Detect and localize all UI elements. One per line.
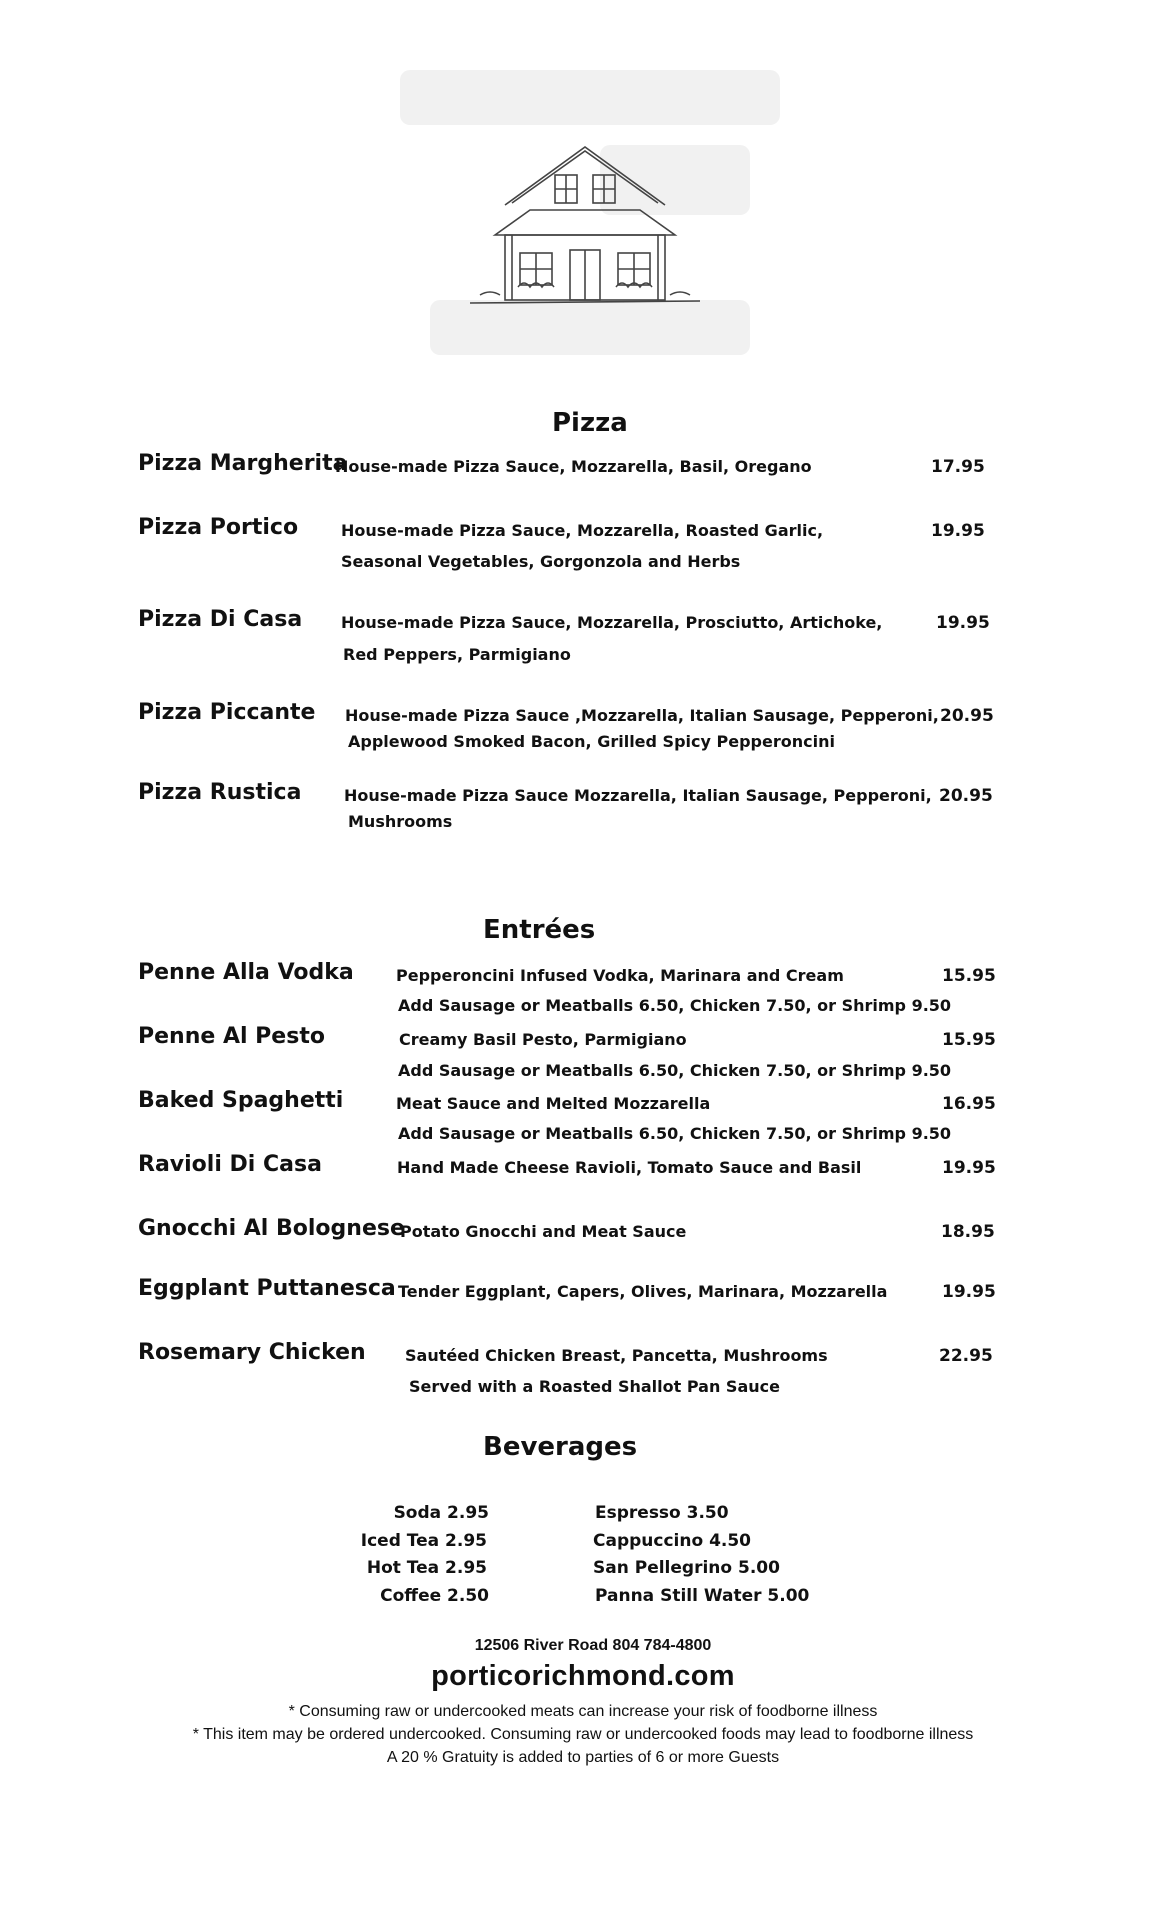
item-description-line2: Served with a Roasted Shallot Pan Sauce — [409, 1377, 780, 1396]
item-description: House-made Pizza Sauce, Mozzarella, Roasted Garlic, — [341, 521, 824, 540]
item-price: 15.95 — [942, 966, 996, 986]
address-phone: 12506 River Road 804 784-4800 — [474, 1637, 712, 1654]
item-price: 16.95 — [942, 1094, 996, 1114]
beverage-item: Soda 2.95 — [393, 1503, 489, 1523]
item-description: House-made Pizza Sauce Mozzarella, Italian Sausage, Pepperoni, — [344, 786, 932, 805]
item-price: 19.95 — [942, 1282, 996, 1302]
item-name: Penne Alla Vodka — [138, 960, 354, 985]
beverage-item: San Pellegrino 5.00 — [593, 1558, 780, 1578]
item-price: 19.95 — [936, 613, 990, 633]
item-description: Pepperoncini Infused Vodka, Marinara and Cream — [396, 966, 844, 985]
item-name: Rosemary Chicken — [138, 1340, 366, 1365]
item-name: Pizza Margherita — [138, 451, 348, 476]
item-description-line2: Mushrooms — [348, 812, 453, 831]
item-description-line2: Red Peppers, Parmigiano — [343, 645, 571, 664]
item-price: 20.95 — [940, 706, 994, 726]
beverage-item: Espresso 3.50 — [595, 1503, 729, 1523]
item-name: Penne Al Pesto — [138, 1024, 325, 1049]
beverage-item: Cappuccino 4.50 — [593, 1531, 752, 1551]
beverage-item: Coffee 2.50 — [380, 1586, 489, 1606]
item-description: Hand Made Cheese Ravioli, Tomato Sauce and Basil — [397, 1158, 862, 1177]
house-sketch-icon — [400, 65, 780, 365]
pizza-section-title: Pizza — [552, 408, 628, 438]
beverage-item: Iced Tea 2.95 — [360, 1531, 487, 1551]
item-price: 15.95 — [942, 1030, 996, 1050]
item-price: 17.95 — [931, 457, 985, 477]
item-name: Pizza Portico — [138, 515, 299, 540]
item-addons: Add Sausage or Meatballs 6.50, Chicken 7.50, or Shrimp 9.50 — [398, 1124, 952, 1143]
item-description: House-made Pizza Sauce ,Mozzarella, Italian Sausage, Pepperoni, — [345, 706, 939, 725]
beverage-item: Hot Tea 2.95 — [366, 1558, 487, 1578]
food-safety-notice: * Consuming raw or undercooked meats can increase your risk of foodborne illness — [288, 1703, 878, 1720]
item-description: Potato Gnocchi and Meat Sauce — [400, 1222, 687, 1241]
item-addons: Add Sausage or Meatballs 6.50, Chicken 7.50, or Shrimp 9.50 — [398, 1061, 952, 1080]
entrees-section-title: Entrées — [483, 915, 596, 945]
item-description: Tender Eggplant, Capers, Olives, Marinara, Mozzarella — [398, 1282, 888, 1301]
item-description-line2: Seasonal Vegetables, Gorgonzola and Herbs — [341, 552, 741, 571]
item-description: Sautéed Chicken Breast, Pancetta, Mushrooms — [405, 1346, 828, 1365]
beverage-item: Panna Still Water 5.00 — [595, 1586, 810, 1606]
undercooked-notice: * This item may be ordered undercooked. Consuming raw or undercooked foods may lead to foodborne illness — [192, 1726, 974, 1743]
item-price: 19.95 — [942, 1158, 996, 1178]
item-addons: Add Sausage or Meatballs 6.50, Chicken 7.50, or Shrimp 9.50 — [398, 996, 952, 1015]
item-name: Baked Spaghetti — [138, 1088, 344, 1113]
item-name: Pizza Di Casa — [138, 607, 303, 632]
beverages-section-title: Beverages — [483, 1432, 638, 1462]
item-name: Eggplant Puttanesca — [138, 1276, 396, 1301]
item-name: Pizza Rustica — [138, 780, 302, 805]
item-description: Meat Sauce and Melted Mozzarella — [396, 1094, 711, 1113]
item-description: House-made Pizza Sauce, Mozzarella, Prosciutto, Artichoke, — [341, 613, 883, 632]
website-link[interactable]: porticorichmond.com — [431, 1660, 735, 1692]
item-description: Creamy Basil Pesto, Parmigiano — [399, 1030, 687, 1049]
item-price: 20.95 — [939, 786, 993, 806]
item-description: House-made Pizza Sauce, Mozzarella, Basil, Oregano — [335, 457, 812, 476]
item-price: 22.95 — [939, 1346, 993, 1366]
item-price: 19.95 — [931, 521, 985, 541]
item-description-line2: Applewood Smoked Bacon, Grilled Spicy Pepperoncini — [348, 732, 835, 751]
item-name: Gnocchi Al Bolognese — [138, 1216, 405, 1241]
item-price: 18.95 — [941, 1222, 995, 1242]
gratuity-notice: A 20 % Gratuity is added to parties of 6 or more Guests — [386, 1749, 780, 1766]
item-name: Pizza Piccante — [138, 700, 316, 725]
item-name: Ravioli Di Casa — [138, 1152, 322, 1177]
